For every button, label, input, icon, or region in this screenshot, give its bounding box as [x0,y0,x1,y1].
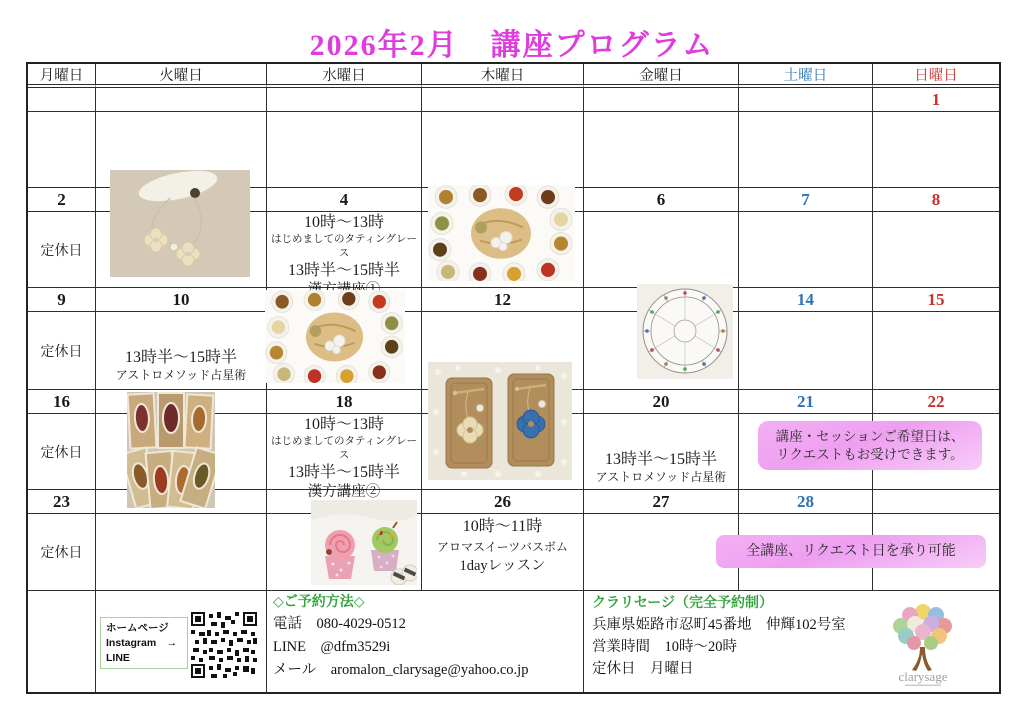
qr-code [191,612,257,678]
shop-address: 兵庫県姫路市忍町45番地 伸輝102号室 [592,617,846,633]
day-cell [422,112,584,188]
shop-closed-day: 定休日 月曜日 [592,661,694,677]
links-line: LINE [106,652,130,664]
date-cell [96,88,267,112]
date-cell-feb27: 27 [584,490,739,514]
event-block [96,312,266,382]
footer-reservation-cell [267,591,584,692]
date-cell-feb20: 20 [584,390,739,414]
logo-text-glyph: clarysage [898,669,948,684]
event-block [267,212,421,300]
event-course: アロマスイーツバスボム [436,540,569,554]
event-time: 13時半～15時半 [287,464,400,481]
day-cell [739,312,873,390]
date-cell [584,88,739,112]
event-time: 13時半～15時半 [124,349,237,366]
date-cell-feb8: 8 [873,188,999,212]
day-cell [873,112,999,188]
day-cell [584,212,739,288]
page-title: 2026年2月 講座プログラム [309,29,715,62]
tarot-cards-photo [127,392,215,508]
astrology-chart-photo [637,284,733,379]
closed-day-label: 定休日 [28,414,96,490]
day-cell [96,514,267,591]
day-cell-feb10-events [96,312,267,390]
date-cell-feb15: 15 [873,288,999,312]
phone-line: 電話 080-4029-0512 [273,616,406,632]
day-cell-feb18-events [267,414,422,500]
footer-empty-cell [28,591,96,692]
weekday-header-mon: 月曜日 [28,64,96,88]
date-cell-feb23: 23 [28,490,96,514]
date-cell-feb14: 14 [739,288,873,312]
day-cell [584,112,739,188]
weekday-header-wed: 水曜日 [267,64,422,88]
event-course: はじめましてのタティングレース [271,234,417,259]
day-cell [873,312,999,390]
event-time: 10時～13時 [303,416,384,433]
date-cell-feb28: 28 [739,490,873,514]
request-notice-line1: 講座・セッションご希望日は、 [775,429,965,444]
shop-hours: 営業時間 10時～20時 [592,639,737,655]
event-block [422,514,583,576]
event-course: アストロメソッド占星術 [595,470,727,484]
kampo-herbs-photo-1 [428,185,575,281]
closed-day-label: 定休日 [28,312,96,390]
day-cell [28,112,96,188]
date-cell-feb7: 7 [739,188,873,212]
day-cell [873,212,999,288]
event-block [584,414,738,484]
date-cell-feb4: 4 [267,188,422,212]
kampo-herbs-photo-2 [265,290,405,383]
date-cell-feb16: 16 [28,390,96,414]
date-cell-feb9: 9 [28,288,96,312]
tatting-lace-necklace-photo [110,170,250,277]
date-cell [873,490,999,514]
day-cell-feb26-events [422,514,584,591]
reservation-heading: ◇ご予約方法◇ [273,595,365,610]
event-course: 1dayレッスン [459,558,546,574]
closed-day-label: 定休日 [28,212,96,288]
date-cell-feb1: 1 [873,88,999,112]
date-cell-feb2: 2 [28,188,96,212]
day-cell-feb20-events [584,414,739,490]
event-time: 13時半～15時半 [604,451,717,468]
date-cell-feb26: 26 [422,490,584,514]
weekday-header-sat: 土曜日 [739,64,873,88]
links-instagram: Instagram → [106,637,178,649]
links-homepage: ホームページ [106,622,169,634]
request-notice-box [758,421,982,470]
tatting-brooch-photo [428,362,572,480]
date-cell [422,88,584,112]
weekday-header-sun: 日曜日 [873,64,999,88]
date-cell [267,88,422,112]
day-cell [739,212,873,288]
all-courses-notice-box: 全講座、リクエスト日を承り可能 [716,535,986,568]
event-time: 10時～13時 [303,214,384,231]
line-id-line: LINE @dfm3529i [273,639,391,655]
date-cell-feb12: 12 [422,288,584,312]
day-cell [267,112,422,188]
aroma-sweets-photo [311,500,417,585]
weekday-header-fri: 金曜日 [584,64,739,88]
shop-heading: クラリセージ（完全予約制） [592,596,774,611]
event-course: 漢方講座② [307,484,381,500]
date-cell-feb10: 10 [96,288,267,312]
event-course: アストロメソッド占星術 [115,368,247,382]
date-cell-feb18: 18 [267,390,422,414]
mail-line: メール aromalon_clarysage@yahoo.co.jp [273,662,529,678]
closed-day-label: 定休日 [28,514,96,591]
date-cell-feb6: 6 [584,188,739,212]
event-block [267,414,421,502]
clarysage-logo [884,599,962,689]
event-time: 10時～11時 [462,518,543,535]
event-course: はじめましてのタティングレース [271,436,417,461]
request-notice-line2: リクエストもお受けできます。 [776,447,964,462]
weekday-header-thu: 木曜日 [422,64,584,88]
date-cell-feb21: 21 [739,390,873,414]
date-cell [28,88,96,112]
day-cell-feb4-events [267,212,422,288]
day-cell [739,112,873,188]
links-box [100,617,188,669]
date-cell [739,88,873,112]
weekday-header-tue: 火曜日 [96,64,267,88]
event-time: 13時半～15時半 [287,262,400,279]
date-cell-feb22: 22 [873,390,999,414]
